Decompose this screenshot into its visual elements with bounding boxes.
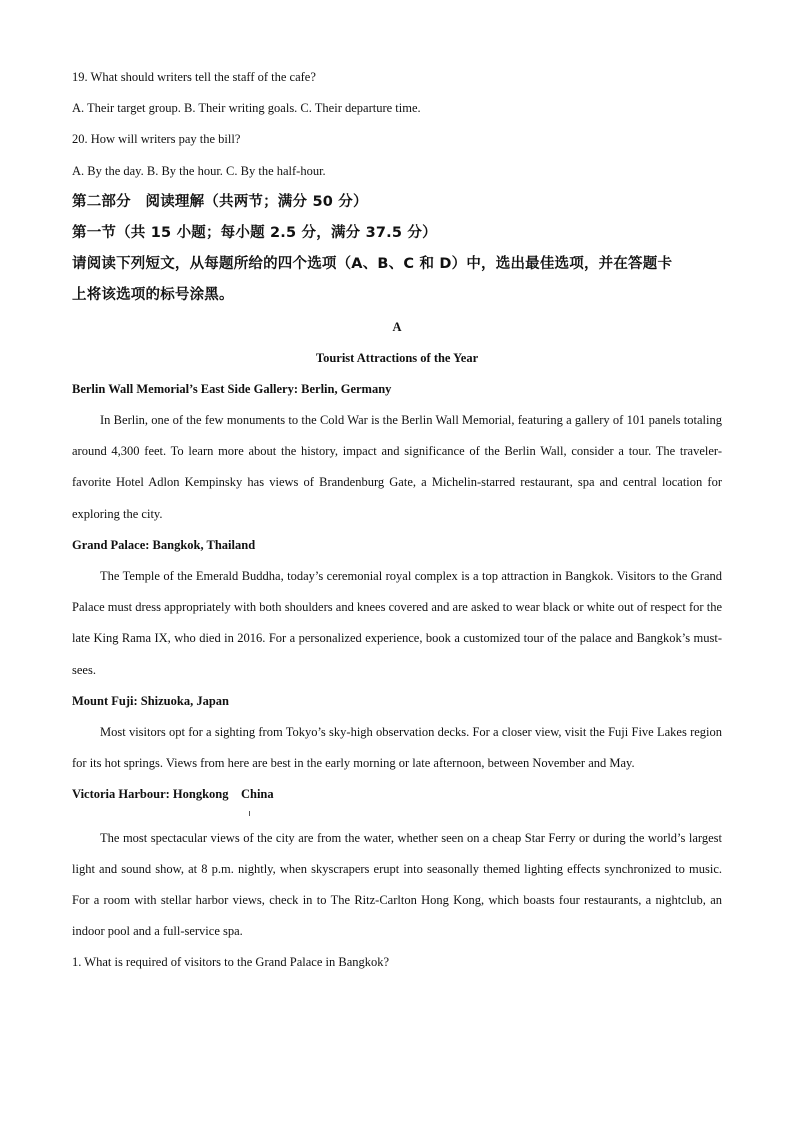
passage-title: Tourist Attractions of the Year <box>315 350 479 365</box>
entry-body-victoria: The most spectacular views of the city are from the water, whether seen on a cheap Star Ferry or during the world’s largest light and sound show, at 8 p.m. nightly, when skyscrapers erupt into seasonally themed lighting effects synchronized to music. For a room with stellar harbor views, check in to The Ritz-Carlton Hong Kong, which boasts four restaurants, a nightclub, an indoor pool and a full-service spa. <box>72 830 722 939</box>
entry-heading-berlin: Berlin Wall Memorial’s East Side Gallery: Berlin, Germany <box>72 381 392 396</box>
entry-body-bangkok: The Temple of the Emerald Buddha, today’s ceremonial royal complex is a top attraction in Bangkok. Visitors to the Grand Palace must dress appropriately with both shoulders and knees covered and are asked to wear black or white out of respect for the late King Rama IX, who died in 2016. For a personalized experience, book a customized tour of the palace and Bangkok’s must-sees. <box>72 569 722 677</box>
section-instruction-line-2: 上将该选项的标号涂黑。 <box>72 287 234 304</box>
section-sub-heading: 第一节（共 15 小题；每小题 2.5 分，满分 37.5 分） <box>72 224 437 241</box>
entry-heading-fuji: Mount Fuji: Shizuoka, Japan <box>72 693 229 708</box>
entry-body-berlin: In Berlin, one of the few monuments to the Cold War is the Berlin Wall Memorial, featuring a gallery of 101 panels totaling around 4,300 feet. To learn more about the history, impact and significance of the Berlin Wall, consider a tour. The traveler-favorite Hotel Adlon Kempinsky has views of Brandenburg Gate, a Michelin-starred restaurant, spa and central location for exploring the city. <box>72 413 722 521</box>
question-20-options: A. By the day. B. By the hour. C. By the half-hour. <box>72 163 326 178</box>
stray-mark <box>72 811 722 823</box>
entry-heading-victoria: Victoria Harbour: Hongkong China <box>72 787 274 802</box>
exam-page <box>72 62 722 979</box>
section-instruction-line-1: 请阅读下列短文，从每题所给的四个选项（A、B、C 和 D）中，选出最佳选项，并在答题卡 <box>72 256 673 273</box>
question-19-stem: 19. What should writers tell the staff of the cafe? <box>72 70 316 84</box>
entry-body-fuji: Most visitors opt for a sighting from Tokyo’s sky-high observation decks. For a closer view, visit the Fuji Five Lakes region for its hot springs. Views from here are best in the early morning or late afternoon, between November and May. <box>72 725 722 771</box>
section-part-heading: 第二部分 阅读理解（共两节；满分 50 分） <box>72 193 368 210</box>
question-19-options: A. Their target group. B. Their writing goals. C. Their departure time. <box>72 101 421 116</box>
question-1-stem: 1. What is required of visitors to the Grand Palace in Bangkok? <box>72 955 390 970</box>
entry-heading-bangkok: Grand Palace: Bangkok, Thailand <box>72 537 256 552</box>
passage-letter: A <box>392 319 402 334</box>
question-20-stem: 20. How will writers pay the bill? <box>72 132 241 147</box>
